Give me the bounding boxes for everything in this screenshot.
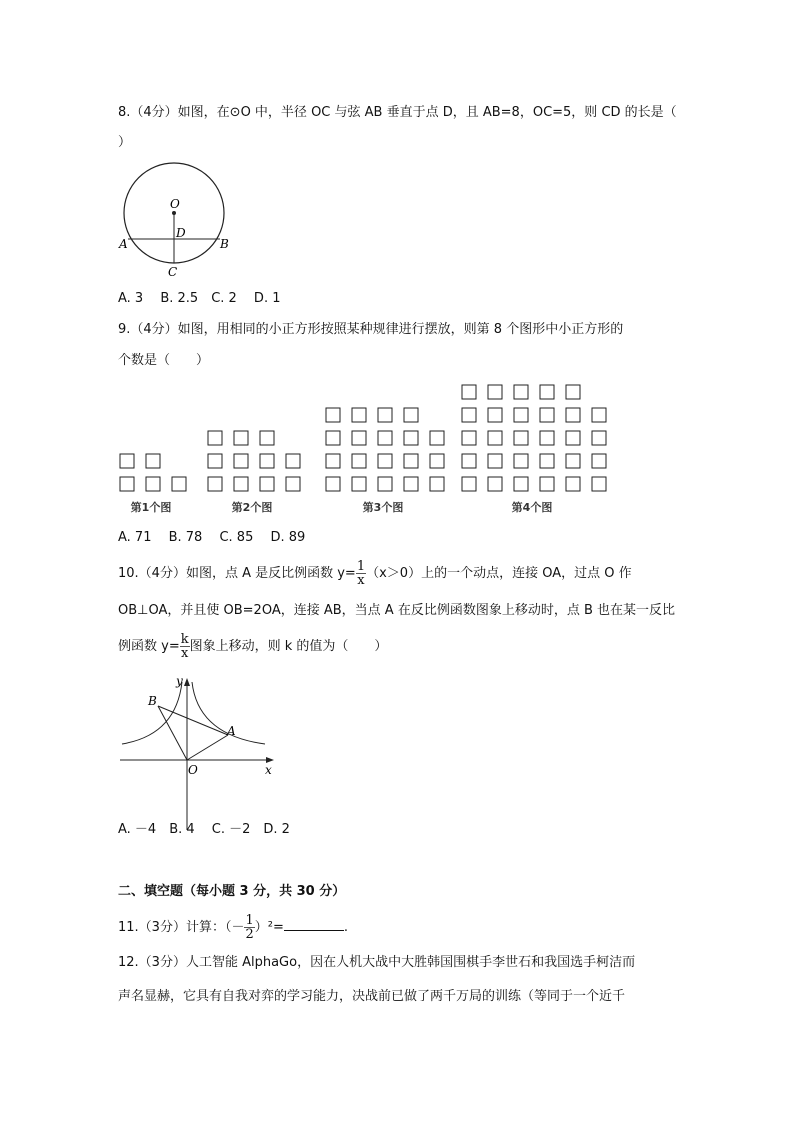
small-square [404, 477, 418, 491]
small-square [566, 408, 580, 422]
figure-1 [120, 454, 186, 514]
label-A: A [119, 237, 128, 251]
label-O: O [170, 197, 180, 211]
fraction-1-over-2 [244, 914, 254, 941]
circle-figure [118, 163, 229, 279]
small-square [540, 477, 554, 491]
denominator: 2 [245, 927, 254, 942]
q8-options: A. 3 B. 2.5 C. 2 D. 1 [118, 291, 281, 306]
figure-2 [208, 431, 300, 514]
small-square [146, 454, 160, 468]
small-square [120, 477, 134, 491]
small-square [404, 431, 418, 445]
small-square [352, 408, 366, 422]
small-square [540, 454, 554, 468]
small-square [540, 385, 554, 399]
small-square [566, 385, 580, 399]
small-square [514, 477, 528, 491]
small-square [566, 454, 580, 468]
small-square [540, 408, 554, 422]
small-square [260, 477, 274, 491]
small-square [462, 431, 476, 445]
small-square [488, 454, 502, 468]
small-square [234, 477, 248, 491]
text: 图象上移动，则 k 的值为（ ） [189, 639, 388, 654]
text: . [343, 920, 348, 935]
small-square [326, 431, 340, 445]
small-square [208, 477, 222, 491]
small-square [488, 477, 502, 491]
fraction-1-over-x [356, 560, 366, 587]
small-square [352, 454, 366, 468]
q10-line2: OB⊥OA，并且使 OB=2OA，连接 AB，当点 A 在反比例函数图象上移动时，点 B 也在某一反比 [118, 603, 676, 618]
q12-line2: 声名显赫，它具有自我对弈的学习能力，决战前已做了两千万局的训练（等同于一个近千 [118, 989, 626, 1004]
small-square [592, 408, 606, 422]
small-square [488, 431, 502, 445]
section-heading: 二、填空题（每小题 3 分，共 30 分） [118, 884, 346, 899]
figure-4 [462, 385, 606, 514]
label-x: x [265, 763, 272, 777]
small-square [462, 408, 476, 422]
small-square [326, 454, 340, 468]
small-square [234, 431, 248, 445]
small-square [326, 477, 340, 491]
square-pattern-figure [120, 385, 606, 514]
small-square [208, 454, 222, 468]
figure-3 [326, 408, 444, 514]
small-square [488, 408, 502, 422]
small-square [592, 454, 606, 468]
text: 例函数 y= [118, 639, 180, 654]
figure-label: 第3个图 [362, 501, 404, 514]
small-square [488, 385, 502, 399]
hyperbola-graph [120, 674, 274, 830]
small-square [462, 477, 476, 491]
small-square [234, 454, 248, 468]
small-square [172, 477, 186, 491]
small-square [514, 431, 528, 445]
small-square [430, 431, 444, 445]
numerator: 1 [356, 559, 366, 574]
denominator: x [357, 573, 365, 588]
label-A: A [227, 724, 236, 738]
q10-line1 [118, 560, 632, 587]
q9-line2: 个数是（ ） [118, 353, 210, 368]
denominator: x [180, 646, 189, 661]
q8-close: ） [118, 135, 132, 150]
small-square [430, 477, 444, 491]
label-O: O [188, 763, 198, 777]
small-square [592, 477, 606, 491]
q10-options: A. －4 B. 4 C. －2 D. 2 [118, 822, 290, 837]
figure-label: 第4个图 [511, 501, 553, 514]
small-square [592, 431, 606, 445]
small-square [146, 477, 160, 491]
small-square [566, 477, 580, 491]
small-square [540, 431, 554, 445]
q9-options: A. 71 B. 78 C. 85 D. 89 [118, 530, 306, 545]
small-square [404, 408, 418, 422]
text: ）²= [254, 920, 284, 935]
small-square [326, 408, 340, 422]
small-square [286, 477, 300, 491]
small-square [208, 431, 222, 445]
small-square [352, 477, 366, 491]
small-square [430, 454, 444, 468]
small-square [462, 385, 476, 399]
small-square [378, 408, 392, 422]
small-square [514, 454, 528, 468]
small-square [404, 454, 418, 468]
small-square [352, 431, 366, 445]
q9-line1: 9.（4分）如图，用相同的小正方形按照某种规律进行摆放，则第 8 个图形中小正方形的 [118, 322, 624, 337]
small-square [514, 385, 528, 399]
text: 10.（4分）如图，点 A 是反比例函数 y= [118, 566, 356, 581]
q12-line1: 12.（3分）人工智能 AlphaGo，因在人机大战中大胜韩国围棋手李世石和我国选手柯洁而 [118, 955, 636, 970]
label-y: y [176, 674, 183, 688]
figure-label: 第2个图 [231, 501, 273, 514]
label-C: C [168, 265, 178, 279]
small-square [378, 431, 392, 445]
figure-label: 第1个图 [130, 501, 172, 514]
answer-blank[interactable] [284, 930, 344, 931]
label-B: B [220, 237, 229, 251]
label-B: B [148, 694, 157, 708]
numerator: k [180, 632, 189, 647]
small-square [120, 454, 134, 468]
small-square [286, 454, 300, 468]
small-square [378, 454, 392, 468]
label-D: D [176, 226, 186, 240]
text: （x＞0）上的一个动点，连接 OA，过点 O 作 [366, 566, 632, 581]
small-square [378, 477, 392, 491]
small-square [260, 454, 274, 468]
numerator: 1 [245, 913, 254, 928]
q11 [118, 914, 348, 941]
q10-line3 [118, 633, 387, 660]
small-square [514, 408, 528, 422]
q8-text: 8.（4分）如图，在⊙O 中，半径 OC 与弦 AB 垂直于点 D，且 AB=8，OC=5，则 CD 的长是（ [118, 105, 677, 120]
text: 11.（3分）计算：（－ [118, 920, 245, 935]
fraction-k-over-x [180, 633, 190, 660]
small-square [260, 431, 274, 445]
small-square [462, 454, 476, 468]
small-square [566, 431, 580, 445]
